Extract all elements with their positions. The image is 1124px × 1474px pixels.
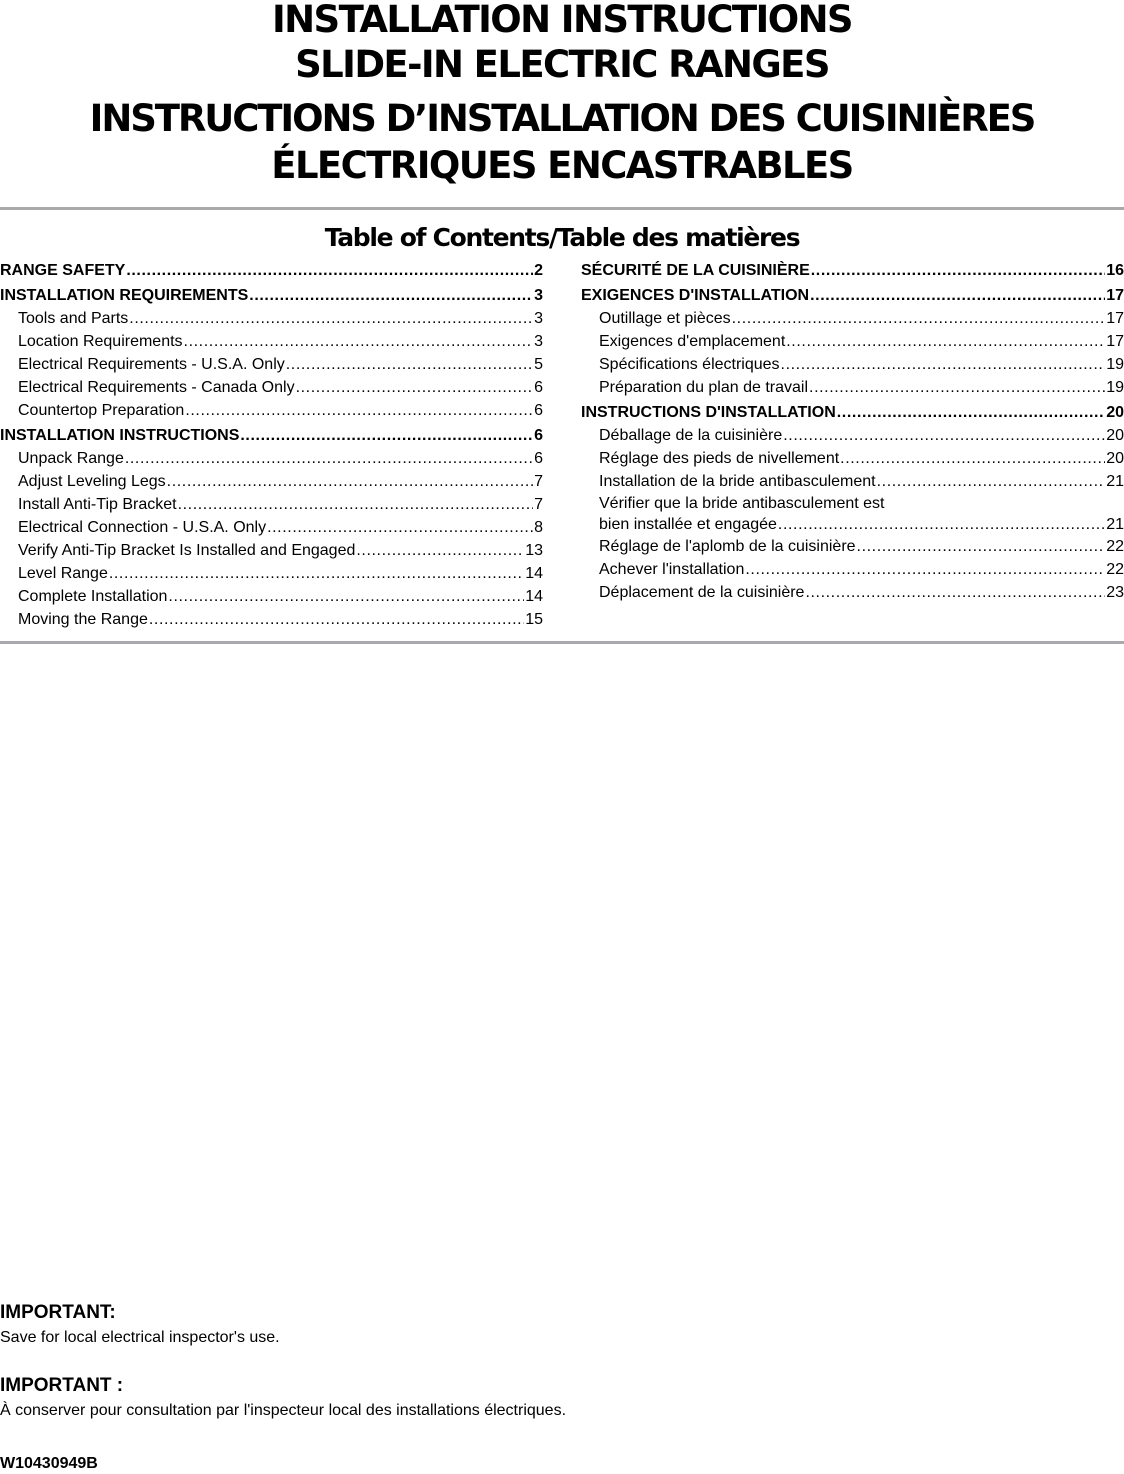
toc-leader bbox=[781, 353, 1106, 376]
toc-page-number: 23 bbox=[1106, 584, 1124, 601]
toc-entry-text: Electrical Connection - U.S.A. Only bbox=[18, 519, 267, 536]
toc-leader bbox=[811, 259, 1105, 282]
document-number: W10430949B bbox=[0, 1455, 98, 1472]
toc-entry-text: Tools and Parts bbox=[18, 310, 129, 327]
toc-page-number: 7 bbox=[534, 473, 543, 490]
toc-page-number: 6 bbox=[534, 427, 543, 444]
toc-leader bbox=[184, 330, 534, 353]
toc-page-number: 21 bbox=[1106, 516, 1124, 533]
toc-page-number: 22 bbox=[1106, 561, 1124, 578]
title-line-3: INSTRUCTIONS D’INSTALLATION DES CUISINIÈRES bbox=[89, 97, 1035, 140]
toc-right-column bbox=[581, 259, 1124, 604]
toc-leader bbox=[109, 562, 524, 585]
toc-page-number: 21 bbox=[1106, 473, 1124, 490]
toc-entry[interactable] bbox=[0, 562, 543, 585]
toc-page-number: 13 bbox=[525, 542, 543, 559]
toc-entry[interactable] bbox=[581, 353, 1124, 376]
toc-leader bbox=[840, 447, 1105, 470]
toc-leader bbox=[877, 470, 1106, 493]
toc-page-number: 17 bbox=[1106, 287, 1124, 304]
toc-entry[interactable] bbox=[0, 284, 543, 307]
toc-leader bbox=[745, 558, 1105, 581]
toc-entry-text-continued: bien installée et engagée bbox=[599, 516, 777, 533]
toc-entry-text: Location Requirements bbox=[18, 333, 183, 350]
important-heading-en: IMPORTANT: bbox=[0, 1302, 116, 1323]
toc-entry-text: Verify Anti-Tip Bracket Is Installed and Engaged bbox=[18, 542, 356, 559]
toc-entry[interactable] bbox=[581, 581, 1124, 604]
toc-entry-text: Electrical Requirements - U.S.A. Only bbox=[18, 356, 285, 373]
toc-leader bbox=[356, 539, 524, 562]
toc-entry[interactable] bbox=[0, 516, 543, 539]
toc-entry[interactable] bbox=[581, 284, 1124, 307]
important-heading-fr: IMPORTANT : bbox=[0, 1375, 124, 1396]
toc-entry[interactable] bbox=[0, 424, 543, 447]
toc-entry[interactable] bbox=[581, 447, 1124, 470]
toc-leader bbox=[286, 353, 533, 376]
toc-page-number: 22 bbox=[1106, 538, 1124, 555]
toc-entry-text: Adjust Leveling Legs bbox=[18, 473, 166, 490]
toc-page-number: 6 bbox=[534, 402, 543, 419]
toc-page-number: 19 bbox=[1106, 356, 1124, 373]
toc-left-column bbox=[0, 259, 543, 631]
toc-leader bbox=[805, 581, 1105, 604]
toc-page-number: 15 bbox=[525, 611, 543, 628]
toc-page-number: 20 bbox=[1106, 450, 1124, 467]
toc-entry-text: Installation de la bride antibasculement bbox=[599, 473, 876, 490]
toc-leader bbox=[185, 399, 533, 422]
toc-leader bbox=[267, 516, 533, 539]
toc-page-number: 7 bbox=[534, 496, 543, 513]
toc-entry-text: Préparation du plan de travail bbox=[599, 379, 809, 396]
toc-entry-text: Réglage de l'aplomb de la cuisinière bbox=[599, 538, 856, 555]
toc-entry-text: Achever l'installation bbox=[599, 561, 745, 578]
toc-entry[interactable] bbox=[0, 330, 543, 353]
toc-leader bbox=[168, 585, 524, 608]
toc-leader bbox=[126, 259, 533, 282]
toc-entry-text: Réglage des pieds de nivellement bbox=[599, 450, 840, 467]
toc-entry[interactable] bbox=[0, 376, 543, 399]
toc-entry-text: Unpack Range bbox=[18, 450, 124, 467]
top-divider bbox=[0, 207, 1124, 210]
toc-page-number: 19 bbox=[1106, 379, 1124, 396]
toc-entry-text: SÉCURITÉ DE LA CUISINIÈRE bbox=[581, 262, 810, 279]
toc-entry-text: Outillage et pièces bbox=[599, 310, 731, 327]
toc-page-number: 3 bbox=[534, 333, 543, 350]
toc-page-number: 3 bbox=[534, 287, 543, 304]
toc-entry[interactable] bbox=[581, 307, 1124, 330]
toc-leader bbox=[786, 330, 1105, 353]
toc-page-number: 14 bbox=[525, 565, 543, 582]
toc-page-number: 17 bbox=[1106, 310, 1124, 327]
toc-entry[interactable] bbox=[581, 493, 1124, 535]
toc-leader bbox=[296, 376, 534, 399]
toc-leader bbox=[129, 307, 533, 330]
toc-entry[interactable] bbox=[581, 259, 1124, 282]
toc-entry-text: Level Range bbox=[18, 565, 108, 582]
toc-entry[interactable] bbox=[581, 558, 1124, 581]
toc-page-number: 6 bbox=[534, 450, 543, 467]
toc-page-number: 16 bbox=[1106, 262, 1124, 279]
important-text-fr: À conserver pour consultation par l'inspecteur local des installations électriques. bbox=[0, 1402, 567, 1419]
toc-page-number: 5 bbox=[534, 356, 543, 373]
toc-entry-text: EXIGENCES D'INSTALLATION bbox=[581, 287, 810, 304]
toc-entry[interactable] bbox=[0, 259, 543, 282]
toc-leader bbox=[249, 284, 533, 307]
bottom-divider bbox=[0, 641, 1124, 644]
toc-entry[interactable] bbox=[0, 470, 543, 493]
toc-entry-text: Countertop Preparation bbox=[18, 402, 185, 419]
toc-entry-text: INSTALLATION REQUIREMENTS bbox=[0, 287, 249, 304]
title-line-4: ÉLECTRIQUES ENCASTRABLES bbox=[271, 144, 853, 187]
toc-entry-text: Install Anti-Tip Bracket bbox=[18, 496, 177, 513]
toc-page-number: 17 bbox=[1106, 333, 1124, 350]
toc-entry[interactable] bbox=[581, 535, 1124, 558]
toc-entry-text: Electrical Requirements - Canada Only bbox=[18, 379, 295, 396]
title-line-1: INSTALLATION INSTRUCTIONS bbox=[272, 0, 852, 41]
toc-entry[interactable] bbox=[581, 470, 1124, 493]
toc-leader bbox=[783, 424, 1105, 447]
toc-entry-text: Vérifier que la bride antibasculement est bbox=[599, 495, 885, 512]
toc-leader bbox=[178, 493, 534, 516]
toc-page-number: 6 bbox=[534, 379, 543, 396]
toc-leader bbox=[125, 447, 533, 470]
toc-leader bbox=[240, 424, 533, 447]
toc-page-number: 3 bbox=[534, 310, 543, 327]
toc-entry-text: INSTRUCTIONS D'INSTALLATION bbox=[581, 404, 836, 421]
toc-entry[interactable] bbox=[0, 493, 543, 516]
toc-title: Table of Contents/Table des matières bbox=[324, 223, 800, 252]
toc-leader bbox=[778, 514, 1105, 535]
toc-leader bbox=[857, 535, 1106, 558]
toc-page-number: 20 bbox=[1106, 404, 1124, 421]
toc-entry-text: Exigences d'emplacement bbox=[599, 333, 786, 350]
toc-entry[interactable] bbox=[0, 399, 543, 422]
toc-entry[interactable] bbox=[0, 608, 543, 631]
toc-entry[interactable] bbox=[581, 424, 1124, 447]
toc-entry[interactable] bbox=[0, 585, 543, 608]
toc-entry[interactable] bbox=[0, 539, 543, 562]
toc-entry[interactable] bbox=[0, 353, 543, 376]
toc-entry-text: Déballage de la cuisinière bbox=[599, 427, 783, 444]
toc-entry-text: RANGE SAFETY bbox=[0, 262, 126, 279]
toc-page-number: 2 bbox=[534, 262, 543, 279]
toc-entry[interactable] bbox=[581, 376, 1124, 399]
toc-leader bbox=[149, 608, 524, 631]
toc-entry-text: Moving the Range bbox=[18, 611, 148, 628]
toc-entry[interactable] bbox=[0, 307, 543, 330]
toc-leader bbox=[810, 284, 1105, 307]
toc-entry-text: Déplacement de la cuisinière bbox=[599, 584, 805, 601]
toc-entry[interactable] bbox=[0, 447, 543, 470]
title-line-2: SLIDE-IN ELECTRIC RANGES bbox=[295, 43, 829, 86]
important-text-en: Save for local electrical inspector's use. bbox=[0, 1329, 280, 1346]
toc-page-number: 20 bbox=[1106, 427, 1124, 444]
toc-entry-text: Complete Installation bbox=[18, 588, 168, 605]
toc-entry-text: Spécifications électriques bbox=[599, 356, 780, 373]
toc-page-number: 14 bbox=[525, 588, 543, 605]
toc-entry-text: INSTALLATION INSTRUCTIONS bbox=[0, 427, 240, 444]
toc-entry[interactable] bbox=[581, 401, 1124, 424]
toc-leader bbox=[167, 470, 533, 493]
toc-leader bbox=[809, 376, 1105, 399]
toc-leader bbox=[732, 307, 1106, 330]
toc-leader bbox=[837, 401, 1105, 424]
toc-page-number: 8 bbox=[534, 519, 543, 536]
toc-entry[interactable] bbox=[581, 330, 1124, 353]
